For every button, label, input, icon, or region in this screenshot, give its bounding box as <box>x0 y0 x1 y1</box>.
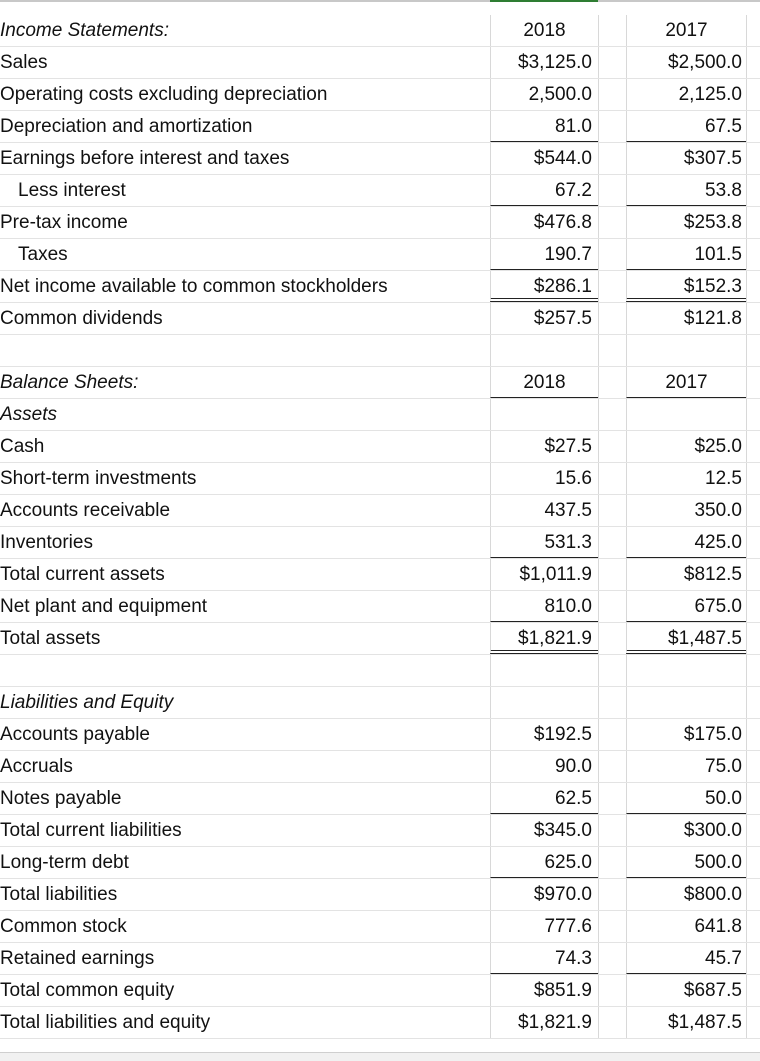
row-label[interactable]: Inventories <box>0 532 93 553</box>
empty-cell[interactable] <box>490 655 598 686</box>
row-label[interactable]: Long-term debt <box>0 852 129 873</box>
value-2018[interactable]: 625.0 <box>490 847 598 878</box>
sheet-top-border <box>0 0 760 2</box>
table-row <box>0 879 760 911</box>
table-row <box>0 559 760 591</box>
value-2018[interactable]: $1,821.9 <box>490 623 598 654</box>
value-2018[interactable]: $257.5 <box>490 303 598 334</box>
value-2018[interactable]: 437.5 <box>490 495 598 526</box>
value-2018[interactable]: $1,011.9 <box>490 559 598 590</box>
table-row <box>0 751 760 783</box>
value-2017[interactable]: $300.0 <box>626 815 746 846</box>
table-row <box>0 943 760 975</box>
empty-cell[interactable] <box>626 399 746 430</box>
row-label[interactable]: Total current liabilities <box>0 820 182 841</box>
balance-title[interactable]: Balance Sheets: <box>0 372 139 393</box>
value-2018[interactable]: $851.9 <box>490 975 598 1006</box>
value-2018[interactable]: 74.3 <box>490 943 598 974</box>
value-2018[interactable]: $970.0 <box>490 879 598 910</box>
year-header-2018[interactable]: 2018 <box>490 367 598 398</box>
empty-cell[interactable] <box>490 335 598 366</box>
empty-cell[interactable] <box>626 687 746 718</box>
empty-cell[interactable] <box>490 399 598 430</box>
value-2017[interactable]: 101.5 <box>626 239 746 270</box>
empty-cell[interactable] <box>0 655 490 686</box>
empty-row <box>0 335 760 367</box>
row-label[interactable]: Accounts receivable <box>0 500 171 521</box>
value-2017[interactable]: $25.0 <box>626 431 746 462</box>
income-title[interactable]: Income Statements: <box>0 20 169 41</box>
table-row <box>0 463 760 495</box>
empty-cell[interactable] <box>0 335 490 366</box>
value-2018[interactable]: 90.0 <box>490 751 598 782</box>
liabilities-heading-row <box>0 687 760 719</box>
value-2017[interactable]: $800.0 <box>626 879 746 910</box>
row-label[interactable]: Net income available to common stockholders <box>0 276 388 297</box>
year-header-2017[interactable]: 2017 <box>626 367 746 398</box>
value-2018[interactable]: $192.5 <box>490 719 598 750</box>
income-header-row <box>0 15 760 47</box>
balance-header-row <box>0 367 760 399</box>
row-label[interactable]: Accruals <box>0 756 73 777</box>
value-2017[interactable]: 12.5 <box>626 463 746 494</box>
value-2017[interactable]: 641.8 <box>626 911 746 942</box>
value-2018[interactable]: 190.7 <box>490 239 598 270</box>
row-label[interactable]: Total common equity <box>0 980 175 1001</box>
table-row <box>0 1007 760 1039</box>
table-row <box>0 143 760 175</box>
value-2018[interactable]: $3,125.0 <box>490 47 598 78</box>
value-2017[interactable]: 53.8 <box>626 175 746 206</box>
value-2018[interactable]: 531.3 <box>490 527 598 558</box>
value-2017[interactable]: 75.0 <box>626 751 746 782</box>
value-2017[interactable]: 675.0 <box>626 591 746 622</box>
value-2018[interactable]: 62.5 <box>490 783 598 814</box>
value-2017[interactable]: 45.7 <box>626 943 746 974</box>
value-2017[interactable]: 2,125.0 <box>626 79 746 110</box>
row-label[interactable]: Short-term investments <box>0 468 197 489</box>
row-label[interactable]: Total liabilities and equity <box>0 1012 211 1033</box>
value-2017[interactable]: $253.8 <box>626 207 746 238</box>
table-row <box>0 623 760 655</box>
value-2018[interactable]: $286.1 <box>490 271 598 302</box>
selected-cell-indicator <box>490 0 598 2</box>
table-row <box>0 303 760 335</box>
value-2018[interactable]: $544.0 <box>490 143 598 174</box>
table-row <box>0 783 760 815</box>
row-label[interactable]: Retained earnings <box>0 948 155 969</box>
value-2018[interactable]: 2,500.0 <box>490 79 598 110</box>
value-2017[interactable]: 350.0 <box>626 495 746 526</box>
value-2017[interactable]: 500.0 <box>626 847 746 878</box>
value-2018[interactable]: 81.0 <box>490 111 598 142</box>
table-row <box>0 495 760 527</box>
row-label[interactable]: Common dividends <box>0 308 163 329</box>
row-label[interactable]: Cash <box>0 436 45 457</box>
value-2017[interactable]: $687.5 <box>626 975 746 1006</box>
row-label[interactable]: Total assets <box>0 628 101 649</box>
table-row <box>0 719 760 751</box>
empty-row <box>0 655 760 687</box>
value-2017[interactable]: $2,500.0 <box>626 47 746 78</box>
table-row <box>0 591 760 623</box>
value-2017[interactable]: $1,487.5 <box>626 1007 746 1038</box>
value-2018[interactable]: $27.5 <box>490 431 598 462</box>
value-2017[interactable]: $152.3 <box>626 271 746 302</box>
table-row <box>0 815 760 847</box>
table-row <box>0 431 760 463</box>
value-2018[interactable]: 777.6 <box>490 911 598 942</box>
row-label[interactable]: Accounts payable <box>0 724 150 745</box>
value-2017[interactable]: $121.8 <box>626 303 746 334</box>
value-2017[interactable]: 425.0 <box>626 527 746 558</box>
spreadsheet-grid <box>0 15 760 1039</box>
empty-cell[interactable] <box>490 687 598 718</box>
value-2017[interactable]: $175.0 <box>626 719 746 750</box>
table-row <box>0 527 760 559</box>
row-label[interactable]: Common stock <box>0 916 127 937</box>
row-label[interactable]: Less interest <box>18 180 126 201</box>
value-2018[interactable]: 67.2 <box>490 175 598 206</box>
liabilities-heading[interactable]: Liabilities and Equity <box>0 692 174 713</box>
table-row <box>0 207 760 239</box>
table-row <box>0 47 760 79</box>
row-label[interactable]: Total current assets <box>0 564 165 585</box>
year-header-2017[interactable]: 2017 <box>626 15 746 46</box>
row-label[interactable]: Operating costs excluding depreciation <box>0 84 328 105</box>
assets-heading-row <box>0 399 760 431</box>
row-label[interactable]: Sales <box>0 52 48 73</box>
row-label[interactable]: Earnings before interest and taxes <box>0 148 290 169</box>
value-2018[interactable]: $476.8 <box>490 207 598 238</box>
table-row <box>0 175 760 207</box>
row-label[interactable]: Net plant and equipment <box>0 596 208 617</box>
value-2018[interactable]: 15.6 <box>490 463 598 494</box>
table-row <box>0 911 760 943</box>
row-label[interactable]: Depreciation and amortization <box>0 116 253 137</box>
table-row <box>0 239 760 271</box>
value-2017[interactable]: $812.5 <box>626 559 746 590</box>
value-2017[interactable]: 50.0 <box>626 783 746 814</box>
empty-cell[interactable] <box>626 335 746 366</box>
empty-cell[interactable] <box>626 655 746 686</box>
value-2017[interactable]: $307.5 <box>626 143 746 174</box>
table-row <box>0 847 760 879</box>
table-row <box>0 975 760 1007</box>
table-row <box>0 79 760 111</box>
table-row <box>0 271 760 303</box>
value-2018[interactable]: $1,821.9 <box>490 1007 598 1038</box>
value-2017[interactable]: 67.5 <box>626 111 746 142</box>
row-label[interactable]: Pre-tax income <box>0 212 128 233</box>
value-2018[interactable]: $345.0 <box>490 815 598 846</box>
table-row <box>0 111 760 143</box>
assets-heading[interactable]: Assets <box>0 404 58 425</box>
row-label[interactable]: Total liabilities <box>0 884 118 905</box>
value-2017[interactable]: $1,487.5 <box>626 623 746 654</box>
value-2018[interactable]: 810.0 <box>490 591 598 622</box>
year-header-2018[interactable]: 2018 <box>490 15 598 46</box>
row-label[interactable]: Taxes <box>18 244 68 265</box>
row-label[interactable]: Notes payable <box>0 788 122 809</box>
